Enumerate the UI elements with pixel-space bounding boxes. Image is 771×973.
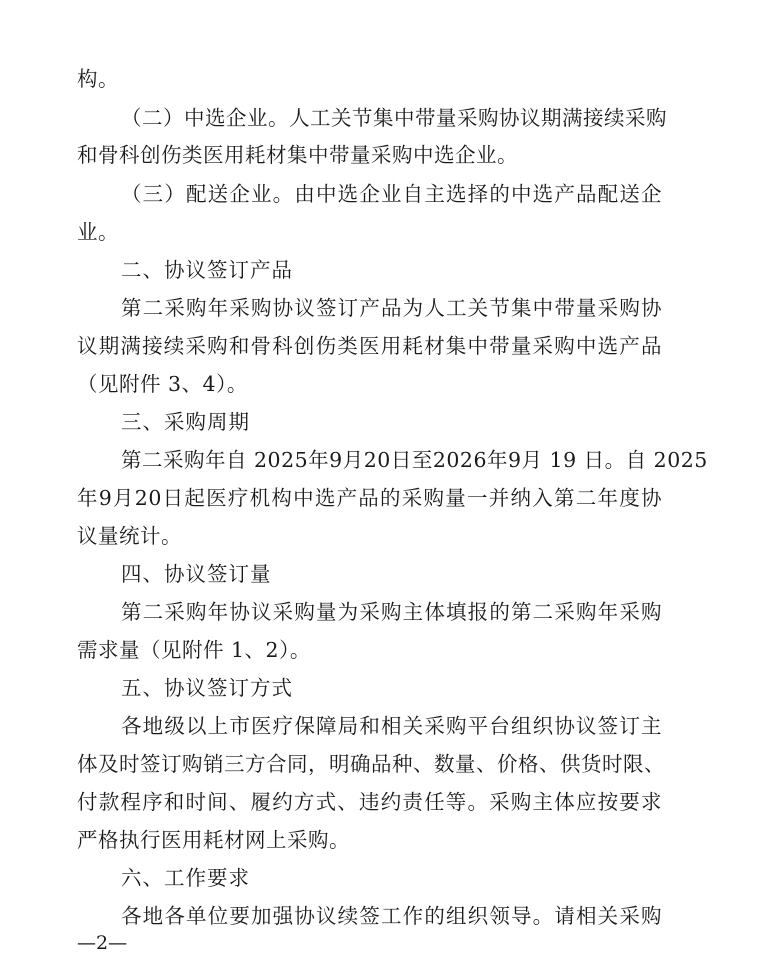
page-number: —2—	[77, 932, 128, 954]
text-line: （见附件 3、4）。	[77, 372, 248, 396]
text-line: 业。	[77, 220, 119, 244]
text-line: 付款程序和时间、履约方式、违约责任等。采购主体应按要求	[77, 790, 662, 814]
text-line: 各地各单位要加强协议续签工作的组织领导。请相关采购	[121, 904, 662, 928]
text-line: 构。	[77, 67, 119, 91]
section-heading: 五、协议签订方式	[121, 676, 293, 700]
section-heading: 二、协议签订产品	[121, 258, 293, 282]
text-line: 严格执行医用耗材网上采购。	[77, 828, 350, 852]
text-line: （三）配送企业。由中选企业自主选择的中选产品配送企	[121, 182, 662, 206]
text-line: 体及时签订购销三方合同，明确品种、数量、价格、供货时限、	[77, 752, 665, 776]
text-line: （二）中选企业。人工关节集中带量采购协议期满接续采购	[121, 106, 667, 130]
section-heading: 六、工作要求	[121, 866, 250, 890]
text-line: 各地级以上市医疗保障局和相关采购平台组织协议签订主	[121, 714, 662, 738]
section-heading: 四、协议签订量	[121, 562, 272, 586]
text-line: 需求量（见附件 1、2）。	[77, 638, 311, 662]
text-line: 和骨科创伤类医用耗材集中带量采购中选企业。	[77, 143, 518, 167]
text-line: 第二采购年协议采购量为采购主体填报的第二采购年采购	[121, 600, 662, 624]
text-line: 第二采购年自 2025年9月20日至2026年9月 19 日。自 2025	[121, 448, 708, 472]
text-line: 议期满接续采购和骨科创伤类医用耗材集中带量采购中选产品	[77, 334, 662, 358]
text-line: 年9月20日起医疗机构中选产品的采购量一并纳入第二年度协	[77, 486, 662, 510]
text-line: 议量统计。	[77, 524, 182, 548]
section-heading: 三、采购周期	[121, 410, 250, 434]
text-line: 第二采购年采购协议签订产品为人工关节集中带量采购协	[121, 296, 662, 320]
